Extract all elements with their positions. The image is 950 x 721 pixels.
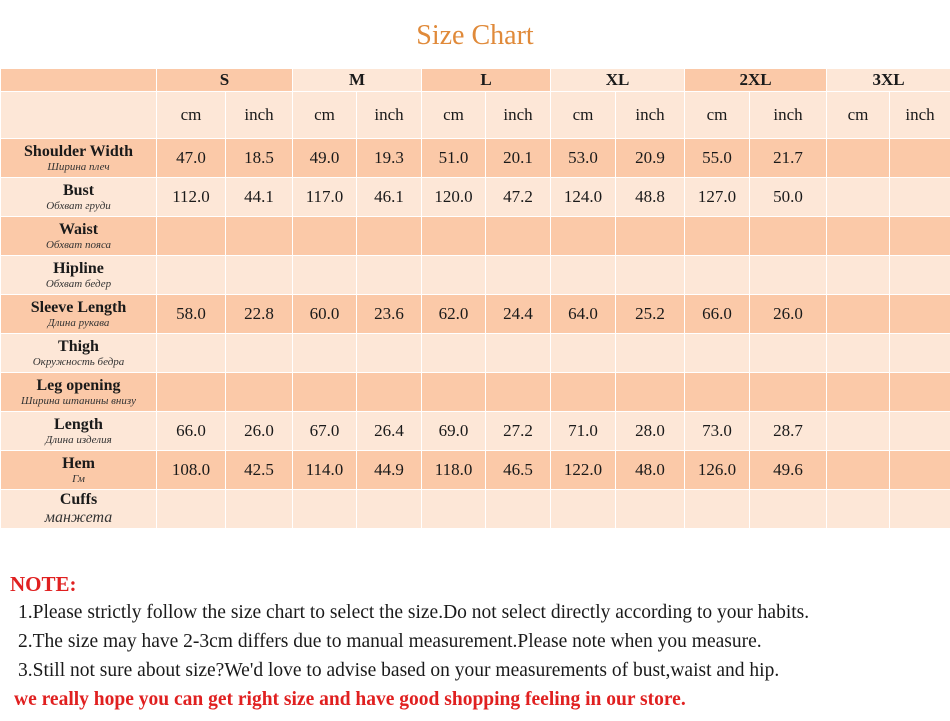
measurement-name-ru: Гм: [72, 472, 85, 485]
unit-header-row: [1, 92, 950, 139]
value-cell: [551, 373, 616, 412]
value-cell: [157, 373, 226, 412]
value-cell: 62.0: [422, 295, 486, 334]
size-header: 2XL: [685, 69, 827, 92]
value-cell: 73.0: [685, 412, 750, 451]
table-row: [1, 490, 950, 529]
value-cell: [357, 373, 422, 412]
measurement-name-ru: Обхват груди: [46, 199, 111, 212]
value-cell: [890, 490, 950, 529]
table-row: [1, 451, 950, 490]
value-cell: 126.0: [685, 451, 750, 490]
value-cell: [357, 217, 422, 256]
value-cell: [890, 373, 950, 412]
unit-cm: cm: [685, 92, 750, 139]
size-header-row: [1, 69, 950, 92]
measurement-name: Cuffs: [59, 490, 98, 508]
value-cell: [293, 490, 357, 529]
value-cell: [293, 334, 357, 373]
measurement-name-ru: Длина рукава: [47, 316, 110, 329]
value-cell: 64.0: [551, 295, 616, 334]
value-cell: [827, 178, 890, 217]
table-row: [1, 373, 950, 412]
measurement-label: [1, 373, 157, 412]
table-row: [1, 178, 950, 217]
measurement-name: Thigh: [58, 337, 99, 355]
value-cell: 44.1: [226, 178, 293, 217]
value-cell: [486, 373, 551, 412]
size-header: M: [293, 69, 422, 92]
value-cell: [750, 334, 827, 373]
measurement-label: [1, 178, 157, 217]
value-cell: [486, 490, 551, 529]
size-header: S: [157, 69, 293, 92]
value-cell: 48.0: [616, 451, 685, 490]
value-cell: [890, 256, 950, 295]
value-cell: 55.0: [685, 139, 750, 178]
measurement-label: [1, 412, 157, 451]
value-cell: 25.2: [616, 295, 685, 334]
value-cell: [890, 451, 950, 490]
value-cell: 118.0: [422, 451, 486, 490]
value-cell: 67.0: [293, 412, 357, 451]
value-cell: [551, 490, 616, 529]
value-cell: [685, 490, 750, 529]
measurement-label: [1, 295, 157, 334]
value-cell: 58.0: [157, 295, 226, 334]
value-cell: [422, 256, 486, 295]
value-cell: 24.4: [486, 295, 551, 334]
value-cell: 26.0: [750, 295, 827, 334]
value-cell: 28.7: [750, 412, 827, 451]
value-cell: [827, 373, 890, 412]
value-cell: [226, 334, 293, 373]
measurement-name-ru: Длина изделия: [45, 433, 112, 446]
value-cell: [827, 217, 890, 256]
value-cell: [226, 217, 293, 256]
value-cell: [890, 139, 950, 178]
measurement-name-ru: Окружность бедра: [32, 355, 125, 368]
measurement-name: Leg opening: [36, 376, 121, 394]
value-cell: 20.9: [616, 139, 685, 178]
value-cell: [422, 373, 486, 412]
value-cell: [293, 217, 357, 256]
value-cell: [890, 217, 950, 256]
value-cell: [616, 256, 685, 295]
note-section: [10, 570, 945, 714]
value-cell: 22.8: [226, 295, 293, 334]
value-cell: 60.0: [293, 295, 357, 334]
value-cell: [827, 412, 890, 451]
unit-inch: inch: [226, 92, 293, 139]
value-cell: 114.0: [293, 451, 357, 490]
value-cell: 71.0: [551, 412, 616, 451]
value-cell: 44.9: [357, 451, 422, 490]
value-cell: 112.0: [157, 178, 226, 217]
value-cell: 46.5: [486, 451, 551, 490]
value-cell: [616, 373, 685, 412]
value-cell: 66.0: [157, 412, 226, 451]
value-cell: 26.4: [357, 412, 422, 451]
value-cell: 20.1: [486, 139, 551, 178]
value-cell: 66.0: [685, 295, 750, 334]
unit-cm: cm: [293, 92, 357, 139]
table-row: [1, 295, 950, 334]
value-cell: 51.0: [422, 139, 486, 178]
note-title: NOTE:: [10, 572, 77, 596]
value-cell: [616, 217, 685, 256]
chart-title: Size Chart: [416, 20, 534, 51]
value-cell: 122.0: [551, 451, 616, 490]
value-cell: [486, 217, 551, 256]
measurement-name: Length: [54, 415, 103, 433]
value-cell: 49.0: [293, 139, 357, 178]
value-cell: [226, 256, 293, 295]
value-cell: 42.5: [226, 451, 293, 490]
unit-cm: cm: [157, 92, 226, 139]
value-cell: [827, 295, 890, 334]
unit-inch: inch: [486, 92, 551, 139]
value-cell: 53.0: [551, 139, 616, 178]
value-cell: [750, 256, 827, 295]
unit-inch: inch: [616, 92, 685, 139]
value-cell: [685, 217, 750, 256]
value-cell: [486, 334, 551, 373]
value-cell: [293, 373, 357, 412]
value-cell: 28.0: [616, 412, 685, 451]
measurement-label: [1, 139, 157, 178]
value-cell: 46.1: [357, 178, 422, 217]
value-cell: [685, 256, 750, 295]
value-cell: [551, 256, 616, 295]
value-cell: [890, 295, 950, 334]
note-line-3: 3.Still not sure about size?We'd love to advise based on your measurements of bust,waist and hip.: [18, 660, 780, 681]
value-cell: [685, 373, 750, 412]
value-cell: 27.2: [486, 412, 551, 451]
measurement-name-ru: Ширина плеч: [47, 160, 110, 173]
measurement-name: Shoulder Width: [24, 142, 133, 160]
size-header: 3XL: [827, 69, 950, 92]
measurement-name-ru: Обхват пояса: [45, 238, 112, 251]
value-cell: [422, 334, 486, 373]
measurement-name: Hipline: [53, 259, 104, 277]
value-cell: [357, 256, 422, 295]
size-header: XL: [551, 69, 685, 92]
note-line-2: 2.The size may have 2-3cm differs due to manual measurement.Please note when you measure.: [18, 631, 762, 652]
table-row: [1, 412, 950, 451]
value-cell: 23.6: [357, 295, 422, 334]
value-cell: [750, 373, 827, 412]
value-cell: [357, 490, 422, 529]
measurement-name: Hem: [62, 454, 95, 472]
value-cell: 108.0: [157, 451, 226, 490]
unit-inch: inch: [890, 92, 950, 139]
value-cell: [157, 256, 226, 295]
value-cell: [293, 256, 357, 295]
value-cell: [616, 490, 685, 529]
value-cell: [890, 178, 950, 217]
note-closing: we really hope you can get right size and have good shopping feeling in our store.: [14, 689, 686, 710]
value-cell: [157, 490, 226, 529]
value-cell: [226, 373, 293, 412]
unit-inch: inch: [357, 92, 422, 139]
value-cell: [890, 412, 950, 451]
size-chart-table: [0, 68, 950, 529]
value-cell: 26.0: [226, 412, 293, 451]
value-cell: 69.0: [422, 412, 486, 451]
value-cell: [827, 451, 890, 490]
unit-corner-cell: [1, 92, 157, 139]
value-cell: 48.8: [616, 178, 685, 217]
size-header: L: [422, 69, 551, 92]
value-cell: [157, 217, 226, 256]
table-row: [1, 217, 950, 256]
measurement-label: [1, 256, 157, 295]
value-cell: 124.0: [551, 178, 616, 217]
corner-cell: [1, 69, 157, 92]
value-cell: [827, 256, 890, 295]
value-cell: 120.0: [422, 178, 486, 217]
value-cell: 50.0: [750, 178, 827, 217]
value-cell: 127.0: [685, 178, 750, 217]
unit-cm: cm: [422, 92, 486, 139]
unit-cm: cm: [551, 92, 616, 139]
note-line-1: 1.Please strictly follow the size chart to select the size.Do not select directly according to your habits.: [18, 602, 810, 623]
value-cell: [827, 334, 890, 373]
value-cell: [422, 490, 486, 529]
value-cell: [685, 334, 750, 373]
value-cell: [551, 217, 616, 256]
value-cell: [750, 490, 827, 529]
value-cell: 49.6: [750, 451, 827, 490]
value-cell: 47.0: [157, 139, 226, 178]
value-cell: [551, 334, 616, 373]
value-cell: [890, 334, 950, 373]
value-cell: [486, 256, 551, 295]
measurement-name: Sleeve Length: [30, 298, 127, 316]
unit-inch: inch: [750, 92, 827, 139]
value-cell: [827, 490, 890, 529]
value-cell: [357, 334, 422, 373]
value-cell: [157, 334, 226, 373]
value-cell: [827, 139, 890, 178]
unit-cm: cm: [827, 92, 890, 139]
value-cell: 47.2: [486, 178, 551, 217]
measurement-name-ru: Обхват бедер: [45, 277, 112, 290]
value-cell: 21.7: [750, 139, 827, 178]
measurement-label: [1, 490, 157, 529]
value-cell: [616, 334, 685, 373]
value-cell: 19.3: [357, 139, 422, 178]
value-cell: [422, 217, 486, 256]
measurement-name: Bust: [62, 181, 95, 199]
value-cell: [226, 490, 293, 529]
value-cell: 18.5: [226, 139, 293, 178]
table-row: [1, 334, 950, 373]
table-row: [1, 256, 950, 295]
table-row: [1, 139, 950, 178]
measurement-name: Waist: [58, 220, 99, 238]
value-cell: [750, 217, 827, 256]
measurement-name-ru: Ширина штанины внизу: [20, 394, 136, 407]
measurement-name-ru: манжета: [44, 508, 113, 526]
measurement-label: [1, 334, 157, 373]
value-cell: 117.0: [293, 178, 357, 217]
measurement-label: [1, 217, 157, 256]
measurement-label: [1, 451, 157, 490]
